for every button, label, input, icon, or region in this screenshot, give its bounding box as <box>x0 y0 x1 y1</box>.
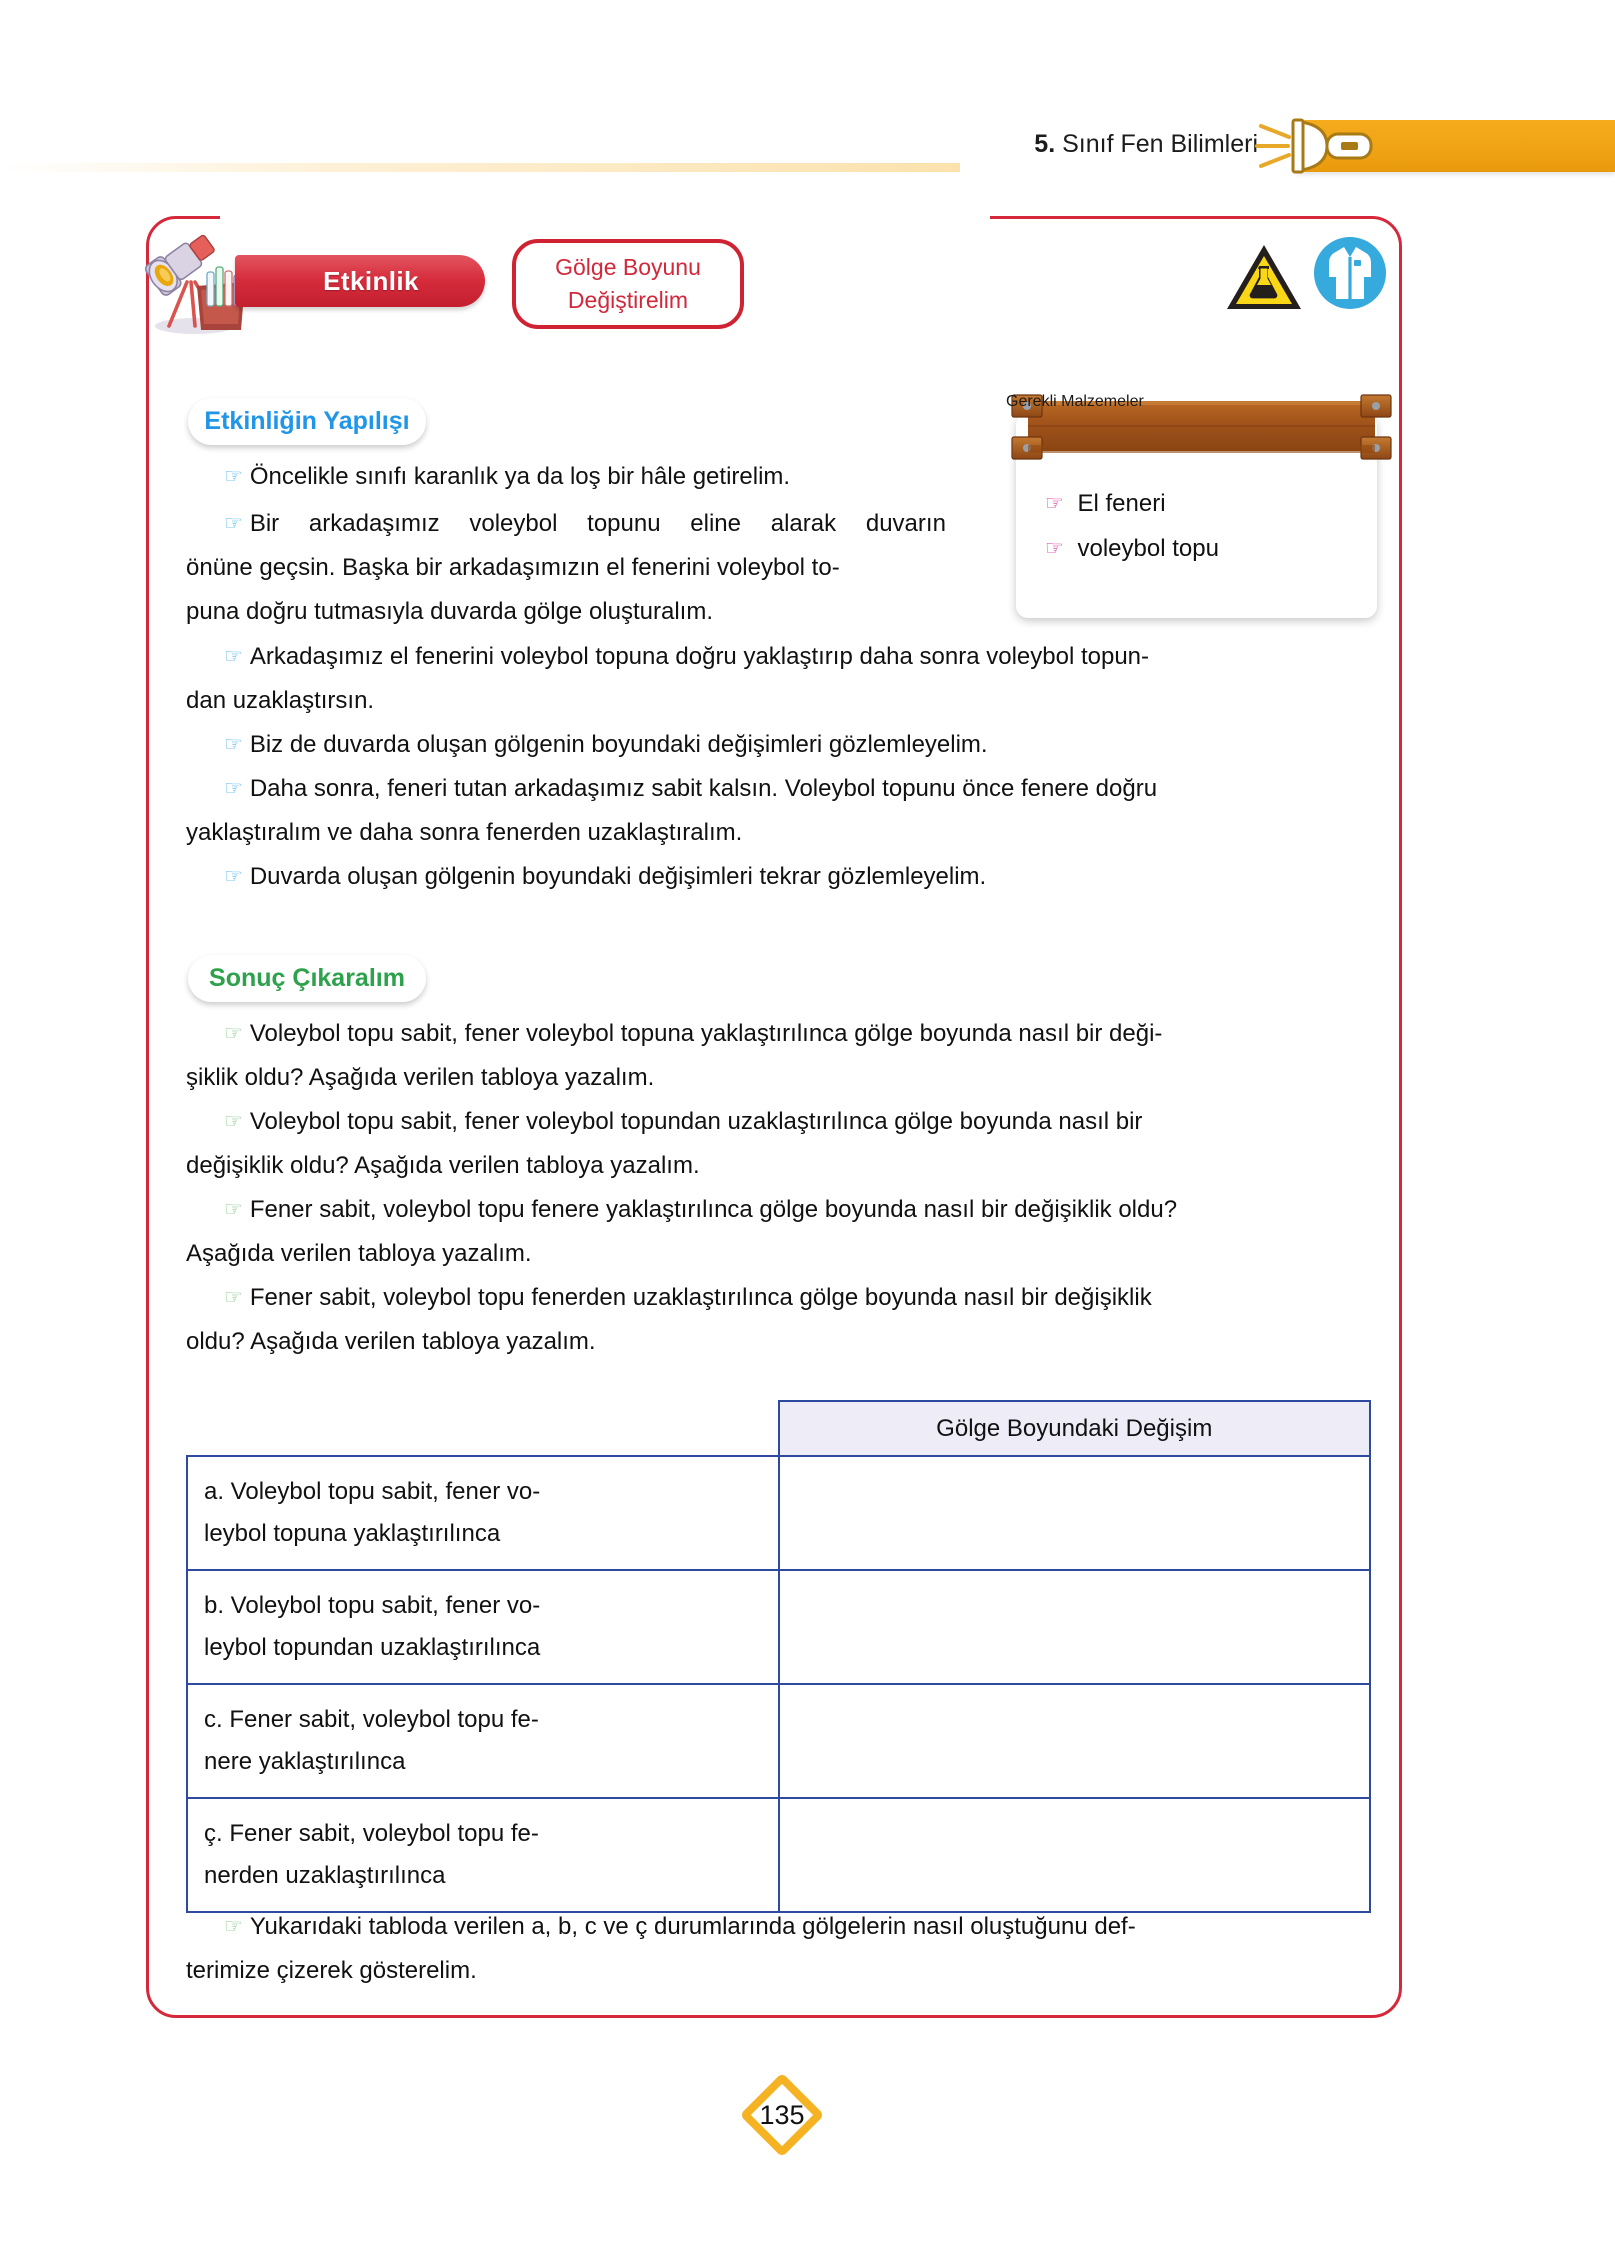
table-row <box>187 1684 1370 1798</box>
pointing-hand-icon: ☞ <box>1045 492 1064 515</box>
subject-name: Sınıf Fen Bilimleri <box>1062 130 1258 158</box>
activity-title <box>512 239 744 329</box>
pointing-hand-icon: ☞ <box>224 1110 243 1133</box>
pointing-hand-icon: ☞ <box>224 1198 243 1221</box>
labcoat-icon <box>1313 236 1387 310</box>
table-row-label-line2: leybol topundan uzaklaştırılınca <box>204 1634 541 1661</box>
header-divider-rule <box>0 163 960 172</box>
activity-title-line1: Gölge Boyunu <box>555 254 701 281</box>
conclusion-closing <box>186 1905 1364 1993</box>
results-table <box>186 1400 1371 1913</box>
pointing-hand-icon: ☞ <box>224 1286 243 1309</box>
table-row-label-line2: leybol topuna yaklaştırılınca <box>204 1520 501 1547</box>
conclusion-question-2-line2: değişiklik oldu? Aşağıda verilen tabloya yazalım. <box>186 1152 700 1179</box>
page-number <box>743 2076 821 2154</box>
page-title <box>1034 130 1258 159</box>
procedure-step-2-line3: puna doğru tutmasıyla duvarda gölge oluşturalım. <box>186 598 713 625</box>
materials-item-label: voleybol topu <box>1077 535 1219 562</box>
table-row-answer[interactable] <box>779 1456 1371 1570</box>
frame-top-mask <box>220 212 990 222</box>
procedure-step-2-line1 <box>186 502 946 546</box>
materials-sign <box>1006 393 1397 461</box>
table-row-label-line1: a. Voleybol topu sabit, fener vo- <box>204 1478 541 1505</box>
procedure-step-5 <box>186 767 1364 855</box>
page-number-value: 135 <box>759 2099 805 2130</box>
procedure-step-1 <box>186 455 946 499</box>
conclusion-heading: Sonuç Çıkaralım <box>188 955 426 1002</box>
procedure-step-5-line2: yaklaştıralım ve daha sonra fenerden uzaklaştıralım. <box>186 819 743 846</box>
conclusion-question-3-line2: Aşağıda verilen tabloya yazalım. <box>186 1240 532 1267</box>
pointing-hand-icon: ☞ <box>1045 537 1064 560</box>
table-row-answer[interactable] <box>779 1570 1371 1684</box>
page-header <box>0 0 1615 185</box>
procedure-step-2-text: Bir arkadaşımız voleybol topunu eline alarak duvarın <box>249 510 946 537</box>
table-row-label-line1: ç. Fener sabit, voleybol topu fe- <box>204 1820 539 1847</box>
materials-item <box>1045 535 1219 563</box>
procedure-step-3 <box>186 635 1364 723</box>
conclusion-closing-line1: Yukarıdaki tabloda verilen a, b, c ve ç durumlarında gölgelerin nasıl oluştuğunu def- <box>249 1913 1136 1940</box>
table-row-label <box>187 1684 779 1798</box>
conclusion-question-1-line1: Voleybol topu sabit, fener voleybol topuna yaklaştırılınca gölge boyunda nasıl bir deği- <box>249 1020 1163 1047</box>
table-row-answer[interactable] <box>779 1798 1371 1912</box>
activity-badge <box>235 255 485 307</box>
table-row-label-line2: nere yaklaştırılınca <box>204 1748 406 1775</box>
pointing-hand-icon: ☞ <box>224 865 243 888</box>
pointing-hand-icon: ☞ <box>224 733 243 756</box>
table-row <box>187 1570 1370 1684</box>
procedure-step-5-line1: Daha sonra, feneri tutan arkadaşımız sabit kalsın. Voleybol topunu önce fenere doğru <box>249 775 1158 802</box>
conclusion-question-2 <box>186 1100 1364 1188</box>
table-row-label-line1: b. Voleybol topu sabit, fener vo- <box>204 1592 541 1619</box>
table-row-label-line2: nerden uzaklaştırılınca <box>204 1862 446 1889</box>
procedure-step-3-line2: dan uzaklaştırsın. <box>186 687 375 714</box>
warning-triangle-icon <box>1225 242 1303 312</box>
table-row-label-line1: c. Fener sabit, voleybol topu fe- <box>204 1706 539 1733</box>
table-row-answer[interactable] <box>779 1684 1371 1798</box>
procedure-step-1-text: Öncelikle sınıfı karanlık ya da loş bir hâle getirelim. <box>249 463 791 490</box>
pointing-hand-icon: ☞ <box>224 465 243 488</box>
table-row-label <box>187 1798 779 1912</box>
procedure-step-4 <box>186 723 1364 767</box>
pointing-hand-icon: ☞ <box>224 512 243 535</box>
pointing-hand-icon: ☞ <box>224 777 243 800</box>
procedure-step-4-text: Biz de duvarda oluşan gölgenin boyundaki değişimleri gözlemleyelim. <box>249 731 988 758</box>
conclusion-question-3-line1: Fener sabit, voleybol topu fenere yaklaştırılınca gölge boyunda nasıl bir değişiklik oldu? <box>249 1196 1178 1223</box>
pointing-hand-icon: ☞ <box>224 645 243 668</box>
pointing-hand-icon: ☞ <box>224 1022 243 1045</box>
table-column-header: Gölge Boyundaki Değişim <box>779 1401 1371 1456</box>
conclusion-closing-line2: terimize çizerek gösterelim. <box>186 1957 477 1984</box>
indent-spacer <box>186 502 224 546</box>
pointing-hand-icon: ☞ <box>224 1915 243 1938</box>
activity-badge-label: Etkinlik <box>323 265 419 296</box>
conclusion-question-2-line1: Voleybol topu sabit, fener voleybol topundan uzaklaştırılınca gölge boyunda nasıl bir <box>249 1108 1143 1135</box>
table-row-label <box>187 1456 779 1570</box>
activity-title-line2: Değiştirelim <box>567 287 689 313</box>
table-row <box>187 1456 1370 1570</box>
conclusion-question-1 <box>186 1012 1364 1100</box>
procedure-step-6 <box>186 855 1364 899</box>
conclusion-question-4-line1: Fener sabit, voleybol topu fenerden uzaklaştırılınca gölge boyunda nasıl bir değişiklik <box>249 1284 1152 1311</box>
table-corner-spacer <box>187 1401 779 1456</box>
procedure-step-2-line2: önüne geçsin. Başka bir arkadaşımızın el fenerini voleybol to- <box>186 554 840 581</box>
table-row-label <box>187 1570 779 1684</box>
procedure-step-3-line1: Arkadaşımız el fenerini voleybol topuna doğru yaklaştırıp daha sonra voleybol topun- <box>249 643 1150 670</box>
conclusion-question-1-line2: şiklik oldu? Aşağıda verilen tabloya yazalım. <box>186 1064 655 1091</box>
grade-prefix: 5. <box>1034 130 1056 158</box>
procedure-step-6-text: Duvarda oluşan gölgenin boyundaki değişimleri tekrar gözlemleyelim. <box>249 863 987 890</box>
materials-item <box>1045 490 1166 518</box>
flashlight-icon <box>1255 112 1375 180</box>
table-row <box>187 1798 1370 1912</box>
conclusion-question-3 <box>186 1188 1364 1276</box>
materials-item-label: El feneri <box>1077 490 1166 517</box>
materials-title: Gerekli Malzemeler <box>1006 393 1144 410</box>
procedure-heading: Etkinliğin Yapılışı <box>188 398 426 445</box>
conclusion-question-4-line2: oldu? Aşağıda verilen tabloya yazalım. <box>186 1328 596 1355</box>
table-header-row <box>187 1401 1370 1456</box>
conclusion-question-4 <box>186 1276 1364 1364</box>
